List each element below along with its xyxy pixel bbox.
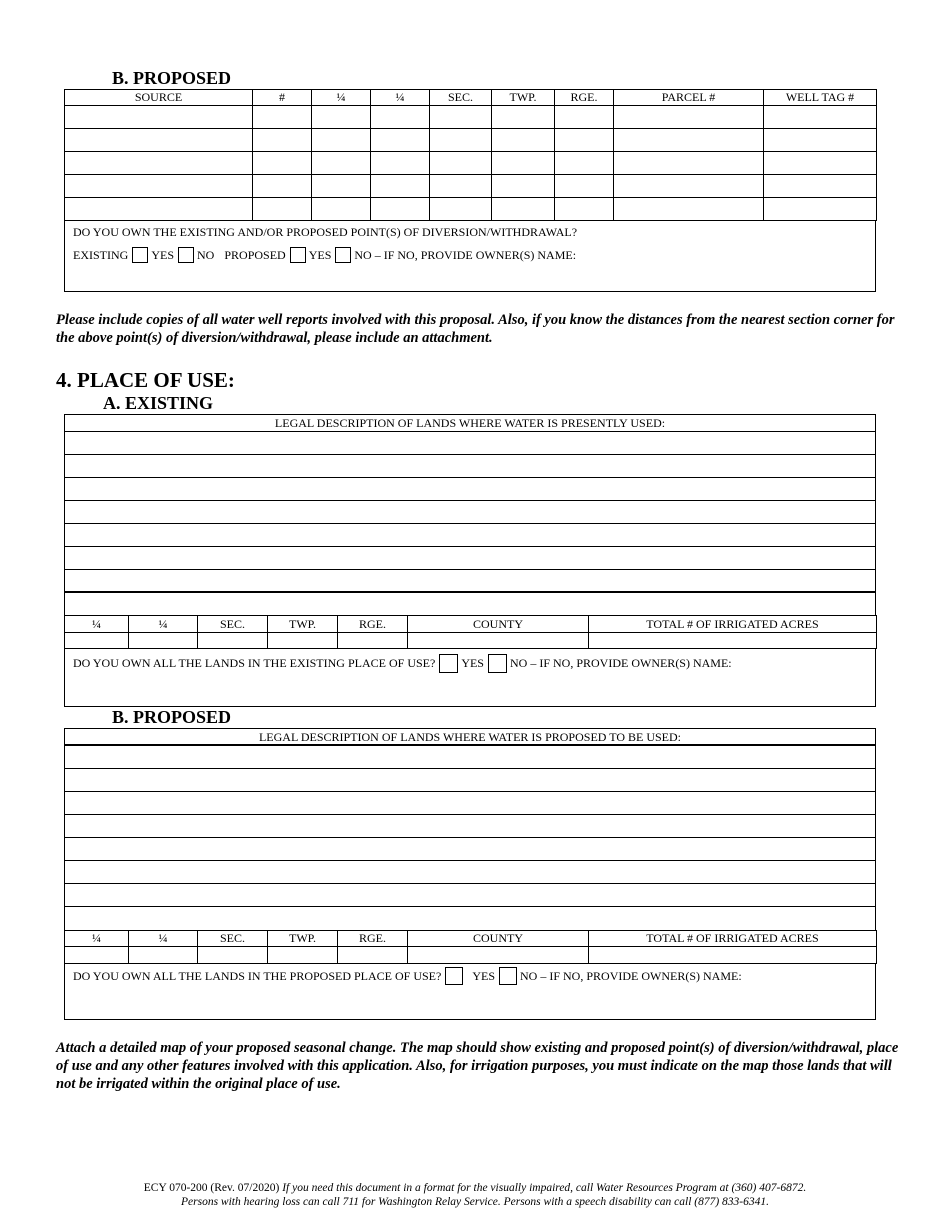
col-county: COUNTY bbox=[408, 616, 589, 633]
col-twp: TWP. bbox=[268, 931, 338, 947]
input-cell[interactable] bbox=[65, 947, 129, 964]
col-quarter-1: ¼ bbox=[312, 90, 371, 106]
input-cell[interactable] bbox=[614, 198, 764, 221]
input-cell[interactable] bbox=[129, 947, 198, 964]
col-quarter-2: ¼ bbox=[129, 931, 198, 947]
legal-line[interactable] bbox=[65, 455, 875, 478]
input-cell[interactable] bbox=[614, 106, 764, 129]
proposed-legal-description bbox=[64, 728, 876, 931]
input-cell[interactable] bbox=[555, 175, 614, 198]
input-cell[interactable] bbox=[198, 947, 268, 964]
form-id: ECY 070-200 (Rev. 07/2020) bbox=[143, 1182, 280, 1194]
input-cell[interactable] bbox=[764, 175, 877, 198]
input-cell[interactable] bbox=[268, 947, 338, 964]
input-cell[interactable] bbox=[253, 129, 312, 152]
input-cell[interactable] bbox=[430, 106, 492, 129]
input-cell[interactable] bbox=[492, 106, 555, 129]
table-row bbox=[65, 129, 877, 152]
existing-lands-yes-label: YES bbox=[461, 656, 484, 670]
existing-title: A. EXISTING bbox=[103, 393, 214, 413]
input-cell[interactable] bbox=[430, 152, 492, 175]
input-cell[interactable] bbox=[65, 129, 253, 152]
legal-line[interactable] bbox=[65, 524, 875, 547]
col-twp: TWP. bbox=[268, 616, 338, 633]
col-irrigated-acres: TOTAL # OF IRRIGATED ACRES bbox=[589, 931, 877, 947]
col-sec: SEC. bbox=[198, 931, 268, 947]
legal-line[interactable] bbox=[65, 838, 875, 861]
proposed-title: B. PROPOSED bbox=[112, 707, 232, 727]
col-source: SOURCE bbox=[65, 90, 253, 106]
input-cell[interactable] bbox=[65, 198, 253, 221]
proposed-location-table bbox=[64, 930, 877, 964]
table-row bbox=[65, 198, 877, 221]
ownership-answer-line bbox=[73, 247, 576, 263]
input-cell[interactable] bbox=[555, 152, 614, 175]
input-cell[interactable] bbox=[253, 198, 312, 221]
legal-line[interactable] bbox=[65, 861, 875, 884]
proposed-ownership-question: DO YOU OWN ALL THE LANDS IN THE PROPOSED PLACE OF USE? bbox=[73, 968, 442, 983]
input-cell[interactable] bbox=[312, 129, 371, 152]
legal-line[interactable] bbox=[65, 769, 875, 792]
input-cell[interactable] bbox=[371, 175, 430, 198]
proposed-lands-no-checkbox[interactable] bbox=[499, 967, 517, 985]
input-cell[interactable] bbox=[253, 106, 312, 129]
legal-line[interactable] bbox=[65, 547, 875, 570]
input-cell[interactable] bbox=[764, 129, 877, 152]
input-cell[interactable] bbox=[312, 198, 371, 221]
accessibility-note: If you need this document in a format for the visually impaired, call Water Resources Program at (360) 407-6872. bbox=[279, 1182, 807, 1194]
input-cell[interactable] bbox=[430, 175, 492, 198]
proposed-lands-yes-checkbox[interactable] bbox=[445, 967, 463, 985]
legal-line[interactable] bbox=[65, 570, 875, 593]
input-cell[interactable] bbox=[253, 175, 312, 198]
input-cell[interactable] bbox=[589, 633, 877, 649]
map-note: Attach a detailed map of your proposed seasonal change. The map should show existing and proposed point(s) of diversion/withdrawal, place of use and any other features involved with this application. Also, for irrigation purposes, you must indicate on the map those lands that will not be irrigated within the original place of use. bbox=[56, 1040, 899, 1092]
proposed-lands-no-owner-label: NO – IF NO, PROVIDE OWNER(S) NAME: bbox=[520, 968, 742, 983]
well-reports-note: Please include copies of all water well reports involved with this proposal. Also, if you know the distances from the nearest section corner for the above point(s) of diversion/withdrawal, please include an attachment. bbox=[56, 312, 895, 346]
existing-ownership-question: DO YOU OWN ALL THE LANDS IN THE EXISTING PLACE OF USE? bbox=[73, 656, 436, 670]
place-of-use-title: 4. PLACE OF USE: bbox=[56, 368, 235, 392]
existing-no-label: NO bbox=[197, 247, 215, 262]
input-cell[interactable] bbox=[430, 129, 492, 152]
input-cell[interactable] bbox=[408, 633, 589, 649]
input-cell[interactable] bbox=[198, 633, 268, 649]
input-cell[interactable] bbox=[430, 198, 492, 221]
table-row bbox=[65, 106, 877, 129]
input-cell[interactable] bbox=[555, 106, 614, 129]
input-cell[interactable] bbox=[371, 106, 430, 129]
col-twp: TWP. bbox=[492, 90, 555, 106]
input-cell[interactable] bbox=[614, 175, 764, 198]
existing-ownership-box bbox=[64, 649, 876, 707]
proposed-ownership-line bbox=[73, 967, 742, 985]
ownership-question: DO YOU OWN THE EXISTING AND/OR PROPOSED POINT(S) OF DIVERSION/WITHDRAWAL? bbox=[73, 225, 578, 239]
proposed-ownership-box bbox=[64, 963, 876, 1020]
input-cell[interactable] bbox=[65, 152, 253, 175]
input-cell[interactable] bbox=[492, 129, 555, 152]
proposed-lands-yes-label: YES bbox=[472, 968, 496, 983]
input-cell[interactable] bbox=[555, 129, 614, 152]
existing-yes-checkbox[interactable] bbox=[132, 247, 148, 263]
input-cell[interactable] bbox=[65, 106, 253, 129]
legal-line[interactable] bbox=[65, 884, 875, 907]
input-cell[interactable] bbox=[371, 198, 430, 221]
proposed-points-table bbox=[64, 89, 877, 221]
legal-line[interactable] bbox=[65, 746, 875, 769]
col-parcel: PARCEL # bbox=[614, 90, 764, 106]
col-number: # bbox=[253, 90, 312, 106]
existing-lands-yes-checkbox[interactable] bbox=[439, 654, 458, 673]
col-county: COUNTY bbox=[408, 931, 589, 947]
existing-ownership-line bbox=[73, 654, 732, 673]
table-row bbox=[65, 947, 877, 964]
input-cell[interactable] bbox=[338, 633, 408, 649]
input-cell[interactable] bbox=[764, 198, 877, 221]
existing-lands-no-checkbox[interactable] bbox=[488, 654, 507, 673]
proposed-no-owner-label: NO – IF NO, PROVIDE OWNER(S) NAME: bbox=[354, 247, 577, 262]
input-cell[interactable] bbox=[65, 175, 253, 198]
existing-label: EXISTING bbox=[73, 247, 129, 262]
input-cell[interactable] bbox=[129, 633, 198, 649]
legal-line[interactable] bbox=[65, 815, 875, 838]
input-cell[interactable] bbox=[371, 129, 430, 152]
legal-line[interactable] bbox=[65, 501, 875, 524]
input-cell[interactable] bbox=[408, 947, 589, 964]
input-cell[interactable] bbox=[555, 198, 614, 221]
input-cell[interactable] bbox=[492, 152, 555, 175]
legal-line[interactable] bbox=[65, 432, 875, 455]
input-cell[interactable] bbox=[338, 947, 408, 964]
input-cell[interactable] bbox=[492, 175, 555, 198]
input-cell[interactable] bbox=[589, 947, 877, 964]
input-cell[interactable] bbox=[312, 175, 371, 198]
col-quarter-2: ¼ bbox=[371, 90, 430, 106]
existing-legal-description bbox=[64, 414, 876, 616]
col-rge: RGE. bbox=[338, 931, 408, 947]
existing-legal-header: LEGAL DESCRIPTION OF LANDS WHERE WATER IS PRESENTLY USED: bbox=[65, 415, 875, 432]
legal-line[interactable] bbox=[65, 907, 875, 930]
proposed-label: PROPOSED bbox=[224, 247, 286, 262]
input-cell[interactable] bbox=[614, 152, 764, 175]
table-row bbox=[65, 175, 877, 198]
input-cell[interactable] bbox=[764, 152, 877, 175]
proposed-yes-checkbox[interactable] bbox=[290, 247, 306, 263]
input-cell[interactable] bbox=[312, 106, 371, 129]
existing-yes-label: YES bbox=[151, 247, 174, 262]
legal-line[interactable] bbox=[65, 792, 875, 815]
input-cell[interactable] bbox=[614, 129, 764, 152]
col-sec: SEC. bbox=[430, 90, 492, 106]
input-cell[interactable] bbox=[65, 633, 129, 649]
col-quarter-2: ¼ bbox=[129, 616, 198, 633]
existing-no-checkbox[interactable] bbox=[178, 247, 194, 263]
col-quarter-1: ¼ bbox=[65, 931, 129, 947]
proposed-legal-header: LEGAL DESCRIPTION OF LANDS WHERE WATER IS PROPOSED TO BE USED: bbox=[65, 729, 875, 746]
table-row bbox=[65, 152, 877, 175]
ownership-question-box bbox=[64, 221, 876, 292]
input-cell[interactable] bbox=[492, 198, 555, 221]
section-b-title: B. PROPOSED bbox=[112, 68, 232, 88]
col-irrigated-acres: TOTAL # OF IRRIGATED ACRES bbox=[589, 616, 877, 633]
footer-line-1 bbox=[0, 1181, 950, 1196]
col-sec: SEC. bbox=[198, 616, 268, 633]
input-cell[interactable] bbox=[253, 152, 312, 175]
proposed-yes-label: YES bbox=[308, 247, 332, 262]
col-rge: RGE. bbox=[555, 90, 614, 106]
col-rge: RGE. bbox=[338, 616, 408, 633]
existing-lands-no-owner-label: NO – IF NO, PROVIDE OWNER(S) NAME: bbox=[509, 656, 732, 670]
existing-location-table bbox=[64, 615, 877, 649]
input-cell[interactable] bbox=[764, 106, 877, 129]
col-quarter-1: ¼ bbox=[65, 616, 129, 633]
col-well-tag: WELL TAG # bbox=[764, 90, 877, 106]
proposed-no-checkbox[interactable] bbox=[335, 247, 351, 263]
input-cell[interactable] bbox=[268, 633, 338, 649]
footer-line-2: Persons with hearing loss can call 711 for Washington Relay Service. Persons with a speech disability can call (877) 833-6341. bbox=[180, 1196, 770, 1208]
table-row bbox=[65, 633, 877, 649]
input-cell[interactable] bbox=[371, 152, 430, 175]
legal-line[interactable] bbox=[65, 478, 875, 501]
input-cell[interactable] bbox=[312, 152, 371, 175]
